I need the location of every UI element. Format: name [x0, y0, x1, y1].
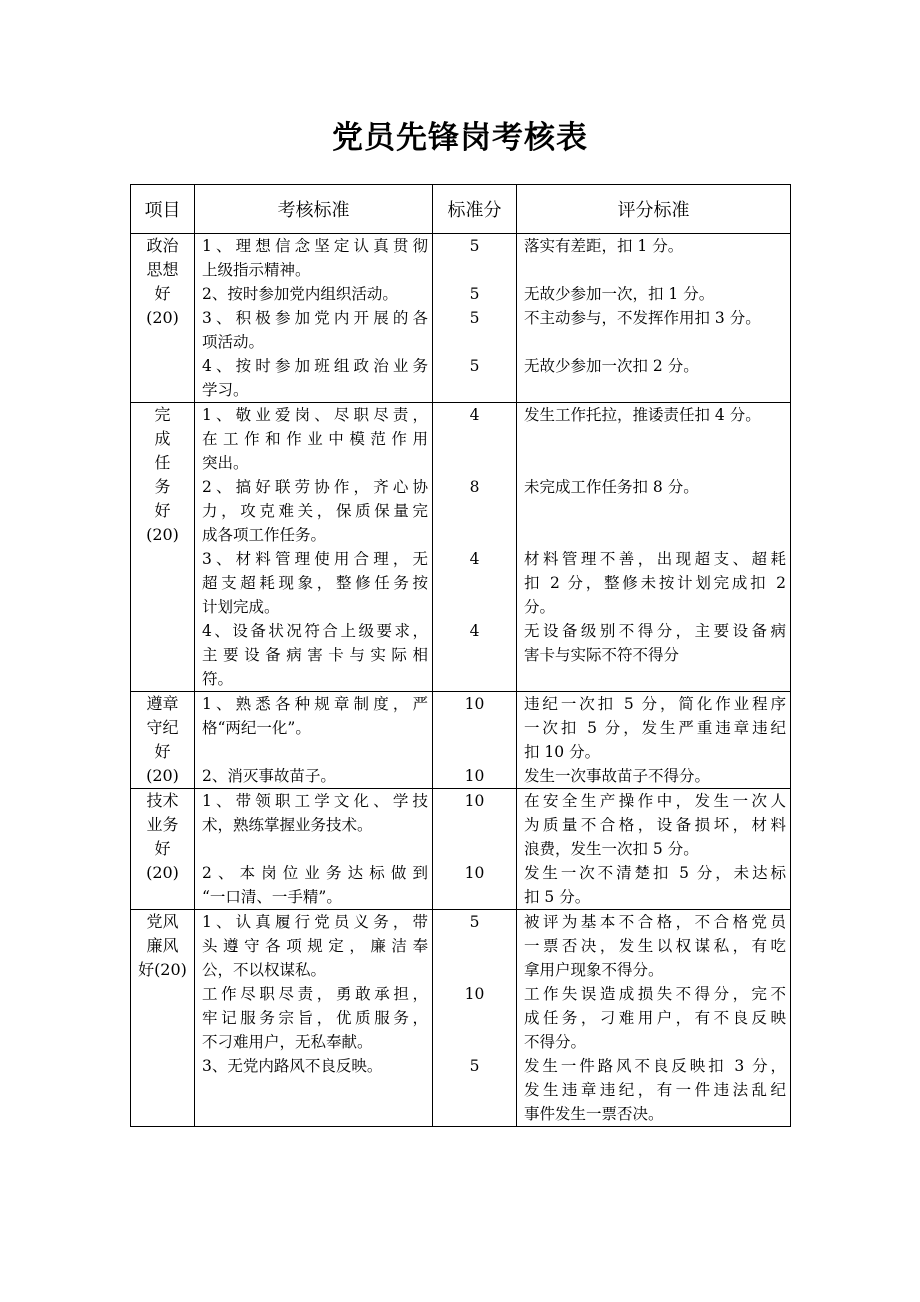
spacer: [433, 813, 516, 837]
spacer: [195, 837, 432, 861]
spacer: [517, 258, 790, 282]
rule-cell: [517, 692, 791, 789]
criteria-line: 项活动。: [202, 333, 265, 351]
spacer: [517, 378, 790, 402]
criteria-line: 计划完成。: [202, 598, 280, 616]
table-row: [131, 234, 791, 403]
category-label: 遵章 守纪 好 (20): [146, 694, 179, 785]
spacer: [433, 934, 516, 958]
table-header-row: [131, 185, 791, 234]
score-cell: [433, 234, 517, 403]
spacer: [517, 667, 790, 691]
score-value: 10: [464, 985, 485, 1003]
criteria-line: 1、敬业爱岗、尽职尽责，: [202, 406, 428, 424]
rule-line: 工作失误造成损失不得分，完不: [524, 985, 786, 1003]
spacer: [433, 716, 516, 740]
criteria-line: “一口清、一手精”。: [202, 888, 342, 906]
criteria-line: 1、理想信念坚定认真贯彻: [202, 237, 428, 255]
rule-line: 一票否决，发生以权谋私，有吃: [524, 937, 786, 955]
spacer: [433, 667, 516, 691]
table-row: [131, 910, 791, 1127]
score-cell: [433, 789, 517, 910]
criteria-cell: [195, 403, 433, 692]
spacer: [517, 330, 790, 354]
score-cell: [433, 403, 517, 692]
criteria-line: 工作尽职尽责，勇敢承担，: [202, 985, 428, 1003]
table-row: [131, 789, 791, 910]
page-title: 党员先锋岗考核表: [332, 120, 588, 156]
table-row: [131, 692, 791, 789]
criteria-line: 2、按时参加党内组织活动。: [202, 285, 398, 303]
rule-line: 害卡与实际不符不得分: [524, 646, 680, 664]
criteria-line: 在工作和作业中模范作用: [202, 430, 428, 448]
criteria-cell: [195, 910, 433, 1127]
spacer: [517, 523, 790, 547]
rule-line: 无故少参加一次扣 2 分。: [524, 357, 699, 375]
rule-line: 发生工作托拉，推诿责任扣 4 分。: [524, 406, 761, 424]
rule-cell: [517, 234, 791, 403]
score-value: 5: [469, 357, 480, 375]
spacer: [195, 1102, 432, 1126]
score-value: 10: [464, 864, 485, 882]
spacer: [433, 330, 516, 354]
spacer: [433, 499, 516, 523]
criteria-line: 成各项工作任务。: [202, 526, 327, 544]
rule-line: 扣 5 分。: [524, 888, 591, 906]
rule-line: 扣 2 分，整修未按计划完成扣 2: [524, 574, 786, 592]
rule-line: 发生一次事故苗子不得分。: [524, 767, 711, 785]
rule-line: 被评为基本不合格，不合格党员: [524, 913, 786, 931]
score-cell: [433, 692, 517, 789]
score-value: 10: [464, 767, 485, 785]
criteria-line: 1、认真履行党员义务，带: [202, 913, 428, 931]
criteria-line: 突出。: [202, 454, 249, 472]
header-criteria: 考核标准: [195, 185, 433, 234]
spacer: [517, 499, 790, 523]
header-score: 标准分: [433, 185, 517, 234]
spacer: [433, 1102, 516, 1126]
criteria-line: 力，攻克难关，保质保量完: [202, 502, 428, 520]
criteria-cell: [195, 692, 433, 789]
rule-line: 发生一次不清楚扣 5 分，未达标: [524, 864, 786, 882]
rule-line: 成任务，刁难用户，有不良反映: [524, 1009, 786, 1027]
spacer: [433, 451, 516, 475]
rule-line: 为质量不合格，设备损坏，材料: [524, 816, 786, 834]
criteria-line: 2、搞好联劳协作，齐心协: [202, 478, 428, 496]
spacer: [433, 1006, 516, 1030]
score-value: 8: [469, 478, 480, 496]
rule-line: 发生一件路风不良反映扣 3 分，: [524, 1057, 786, 1075]
criteria-line: 不刁难用户，无私奉献。: [202, 1033, 373, 1051]
criteria-cell: [195, 234, 433, 403]
spacer: [433, 523, 516, 547]
criteria-line: 格“两纪一化”。: [202, 719, 311, 737]
spacer: [433, 1030, 516, 1054]
score-value: 10: [464, 792, 485, 810]
rule-line: 违纪一次扣 5 分，简化作业程序: [524, 695, 786, 713]
rule-line: 落实有差距，扣 1 分。: [524, 237, 684, 255]
category-label: 政治 思想 好 (20): [146, 236, 179, 327]
rule-line: 事件发生一票否决。: [524, 1105, 664, 1123]
rule-line: 无故少参加一次，扣 1 分。: [524, 285, 715, 303]
criteria-line: 上级指示精神。: [202, 261, 311, 279]
rule-line: 扣 10 分。: [524, 743, 601, 761]
criteria-line: 2、本岗位业务达标做到: [202, 864, 428, 882]
score-value: 4: [469, 406, 480, 424]
score-cell: [433, 910, 517, 1127]
score-value: 10: [464, 695, 485, 713]
criteria-line: 学习。: [202, 381, 249, 399]
table-row: [131, 403, 791, 692]
category-label: 技术 业务 好 (20): [146, 791, 179, 882]
spacer: [433, 595, 516, 619]
category-cell: [131, 403, 195, 692]
criteria-line: 主要设备病害卡与实际相: [202, 646, 428, 664]
category-label: 完 成 任 务 好 (20): [146, 405, 179, 544]
spacer: [433, 427, 516, 451]
spacer: [195, 740, 432, 764]
score-value: 4: [469, 622, 480, 640]
spacer: [433, 885, 516, 909]
spacer: [433, 378, 516, 402]
score-value: 5: [469, 237, 480, 255]
criteria-line: 4、设备状况符合上级要求，: [202, 622, 428, 640]
rule-line: 分。: [524, 598, 556, 616]
spacer: [433, 740, 516, 764]
spacer: [517, 451, 790, 475]
category-cell: [131, 234, 195, 403]
rule-cell: [517, 910, 791, 1127]
score-value: 5: [469, 1057, 480, 1075]
category-cell: [131, 910, 195, 1127]
rule-line: 发生违章违纪，有一件违法乱纪: [524, 1081, 786, 1099]
spacer: [433, 1078, 516, 1102]
category-cell: [131, 789, 195, 910]
rule-line: 拿用户现象不得分。: [524, 961, 664, 979]
criteria-line: 3、无党内路风不良反映。: [202, 1057, 383, 1075]
spacer: [433, 643, 516, 667]
score-value: 5: [469, 309, 480, 327]
rule-line: 在安全生产操作中，发生一次人: [524, 792, 786, 810]
spacer: [195, 1078, 432, 1102]
criteria-line: 1、熟悉各种规章制度，严: [202, 695, 428, 713]
category-cell: [131, 692, 195, 789]
score-value: 5: [469, 913, 480, 931]
spacer: [433, 958, 516, 982]
rule-line: 一次扣 5 分，发生严重违章违纪: [524, 719, 786, 737]
rule-line: 材料管理不善，出现超支、超耗: [524, 550, 786, 568]
rule-line: 不主动参与，不发挥作用扣 3 分。: [524, 309, 761, 327]
criteria-cell: [195, 789, 433, 910]
rule-line: 不得分。: [524, 1033, 587, 1051]
header-item: 项目: [131, 185, 195, 234]
category-label: 党风 廉风 好(20): [138, 912, 187, 979]
spacer: [517, 427, 790, 451]
criteria-line: 公，不以权谋私。: [202, 961, 327, 979]
criteria-line: 3、材料管理使用合理，无: [202, 550, 428, 568]
criteria-line: 1、带领职工学文化、学技: [202, 792, 428, 810]
spacer: [433, 837, 516, 861]
spacer: [433, 571, 516, 595]
criteria-line: 头遵守各项规定，廉洁奉: [202, 937, 428, 955]
rule-cell: [517, 403, 791, 692]
score-value: 4: [469, 550, 480, 568]
rule-line: 无设备级别不得分，主要设备病: [524, 622, 786, 640]
criteria-line: 3、积极参加党内开展的各: [202, 309, 428, 327]
rule-line: 未完成工作任务扣 8 分。: [524, 478, 699, 496]
criteria-line: 牢记服务宗旨，优质服务，: [202, 1009, 428, 1027]
score-value: 5: [469, 285, 480, 303]
criteria-line: 2、消灭事故苗子。: [202, 767, 336, 785]
criteria-line: 超支超耗现象，整修任务按: [202, 574, 428, 592]
header-rule: 评分标准: [517, 185, 791, 234]
rule-cell: [517, 789, 791, 910]
criteria-line: 符。: [202, 670, 234, 688]
spacer: [433, 258, 516, 282]
criteria-line: 4、按时参加班组政治业务: [202, 357, 428, 375]
criteria-line: 术，熟练掌握业务技术。: [202, 816, 373, 834]
assessment-table: [130, 184, 791, 1127]
rule-line: 浪费，发生一次扣 5 分。: [524, 840, 699, 858]
